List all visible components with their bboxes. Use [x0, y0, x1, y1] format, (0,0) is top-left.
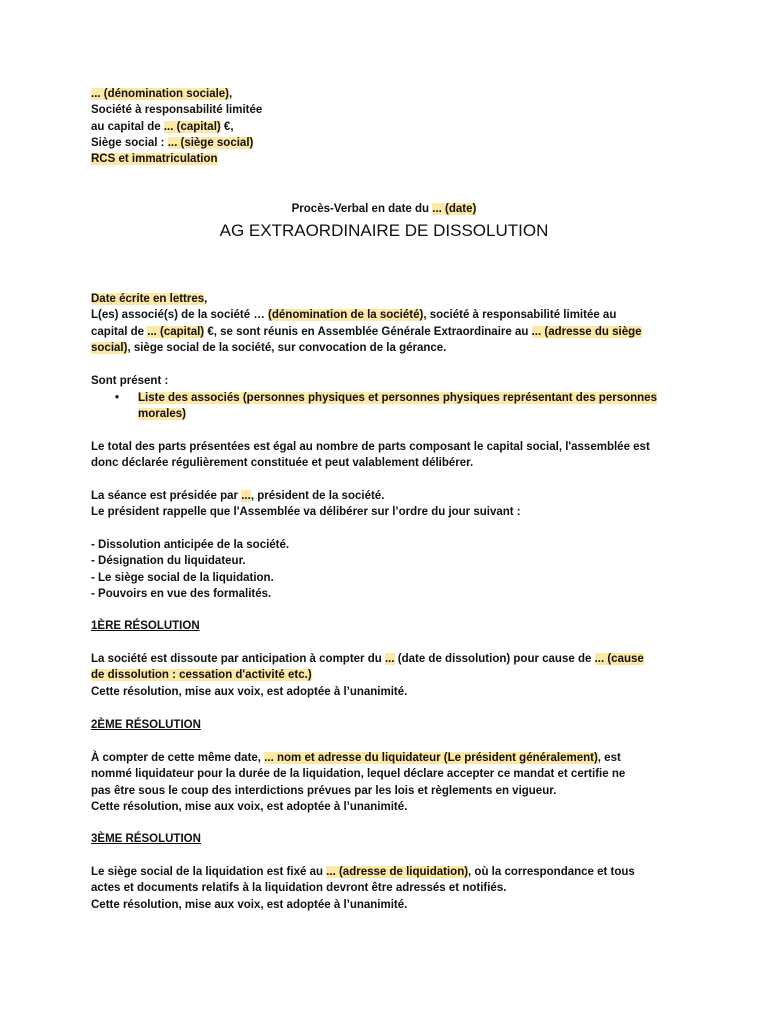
document-title: AG EXTRAORDINAIRE DE DISSOLUTION: [219, 221, 549, 240]
company-name-line: ... (dénomination sociale),: [91, 88, 233, 100]
resolution-1-adopted: Cette résolution, mise aux voix, est adoptée à l’unanimité.: [91, 685, 408, 698]
company-name: ... (dénomination sociale): [91, 88, 230, 100]
resolution-3-heading: 3ÈME RÉSOLUTION: [91, 833, 201, 845]
resolution-2-text: À compter de cette même date, ... nom et adresse du liquidateur (Le président généralement), est nommé liquidateur pour la durée de la liquidation, lequel déclare accepter ce mandat et certifie ne pas être sous le coup des interdictions prévues par les lois et règlements en vigueur. Cette résolution, mise aux voix, est adoptée à l’unanimité.: [91, 750, 681, 815]
date-in-words: Date écrite en lettres: [91, 293, 205, 305]
resolution-2-adopted: Cette résolution, mise aux voix, est adoptée à l’unanimité.: [91, 800, 408, 813]
company-capital: ... (capital): [163, 120, 221, 133]
presidency-paragraph: La séance est présidée par ..., président de la société. Le président rappelle que l'Assemblée va délibérer sur l’ordre du jour suivant :: [91, 490, 521, 519]
intro-paragraph: Date écrite en lettres, L(es) associé(s) de la société … (dénomination de la société), société à responsabilité limitée au capital de ... (capital) €, se sont réunis en Assemblée Générale Extraordinaire au ... (adresse du siège social), siège social de la société, sur convocation de la gérance.: [91, 293, 642, 354]
bullet-icon: •: [115, 392, 120, 404]
pv-date: ... (date): [432, 203, 477, 215]
present-label: Sont présent :: [91, 375, 169, 387]
resolution-3-adopted: Cette résolution, mise aux voix, est adoptée à l’unanimité.: [91, 898, 408, 911]
agenda-list: [91, 537, 681, 602]
resolution-3-text: Le siège social de la liquidation est fixé au ... (adresse de liquidation), où la correspondance et tous actes et documents relatifs à la liquidation devront être adressés et notifiés. Cette résolution, mise aux voix, est adoptée à l’unanimité.: [91, 864, 681, 913]
present-list-item: • Liste des associés (personnes physiques et personnes physiques représentant des personnes morales): [115, 392, 657, 421]
company-capital-line: au capital de ... (capital) €,: [91, 120, 234, 133]
resolution-2-heading: 2ÈME RÉSOLUTION: [91, 719, 201, 731]
pv-date-line: Procès-Verbal en date du ... (date): [291, 203, 477, 215]
agenda-item: - Dissolution anticipée de la société.: [91, 539, 290, 551]
quorum-paragraph: Le total des parts présentées est égal au nombre de parts composant le capital social, l'assemblée est donc déclarée régulièrement constituée et peut valablement délibérer.: [91, 441, 650, 470]
company-header: [91, 86, 681, 167]
resolution-1-text: La société est dissoute par anticipation à compter du ... (date de dissolution) pour cause de ... (cause de dissolution : cessation d'activité etc.) Cette résolution, mise aux voix, est adoptée à l’unanimité.: [91, 651, 681, 700]
company-seat: ... (siège social): [167, 136, 254, 149]
agenda-item: - Pouvoirs en vue des formalités.: [91, 587, 272, 600]
agenda-item: - Désignation du liquidateur.: [91, 555, 246, 568]
resolution-1-heading: 1ÈRE RÉSOLUTION: [91, 620, 200, 632]
agenda-item: - Le siège social de la liquidation.: [91, 571, 274, 584]
company-seat-line: Siège social : ... (siège social): [91, 136, 254, 149]
company-form: Société à responsabilité limitée: [91, 104, 263, 117]
company-rcs: RCS et immatriculation: [91, 153, 218, 166]
